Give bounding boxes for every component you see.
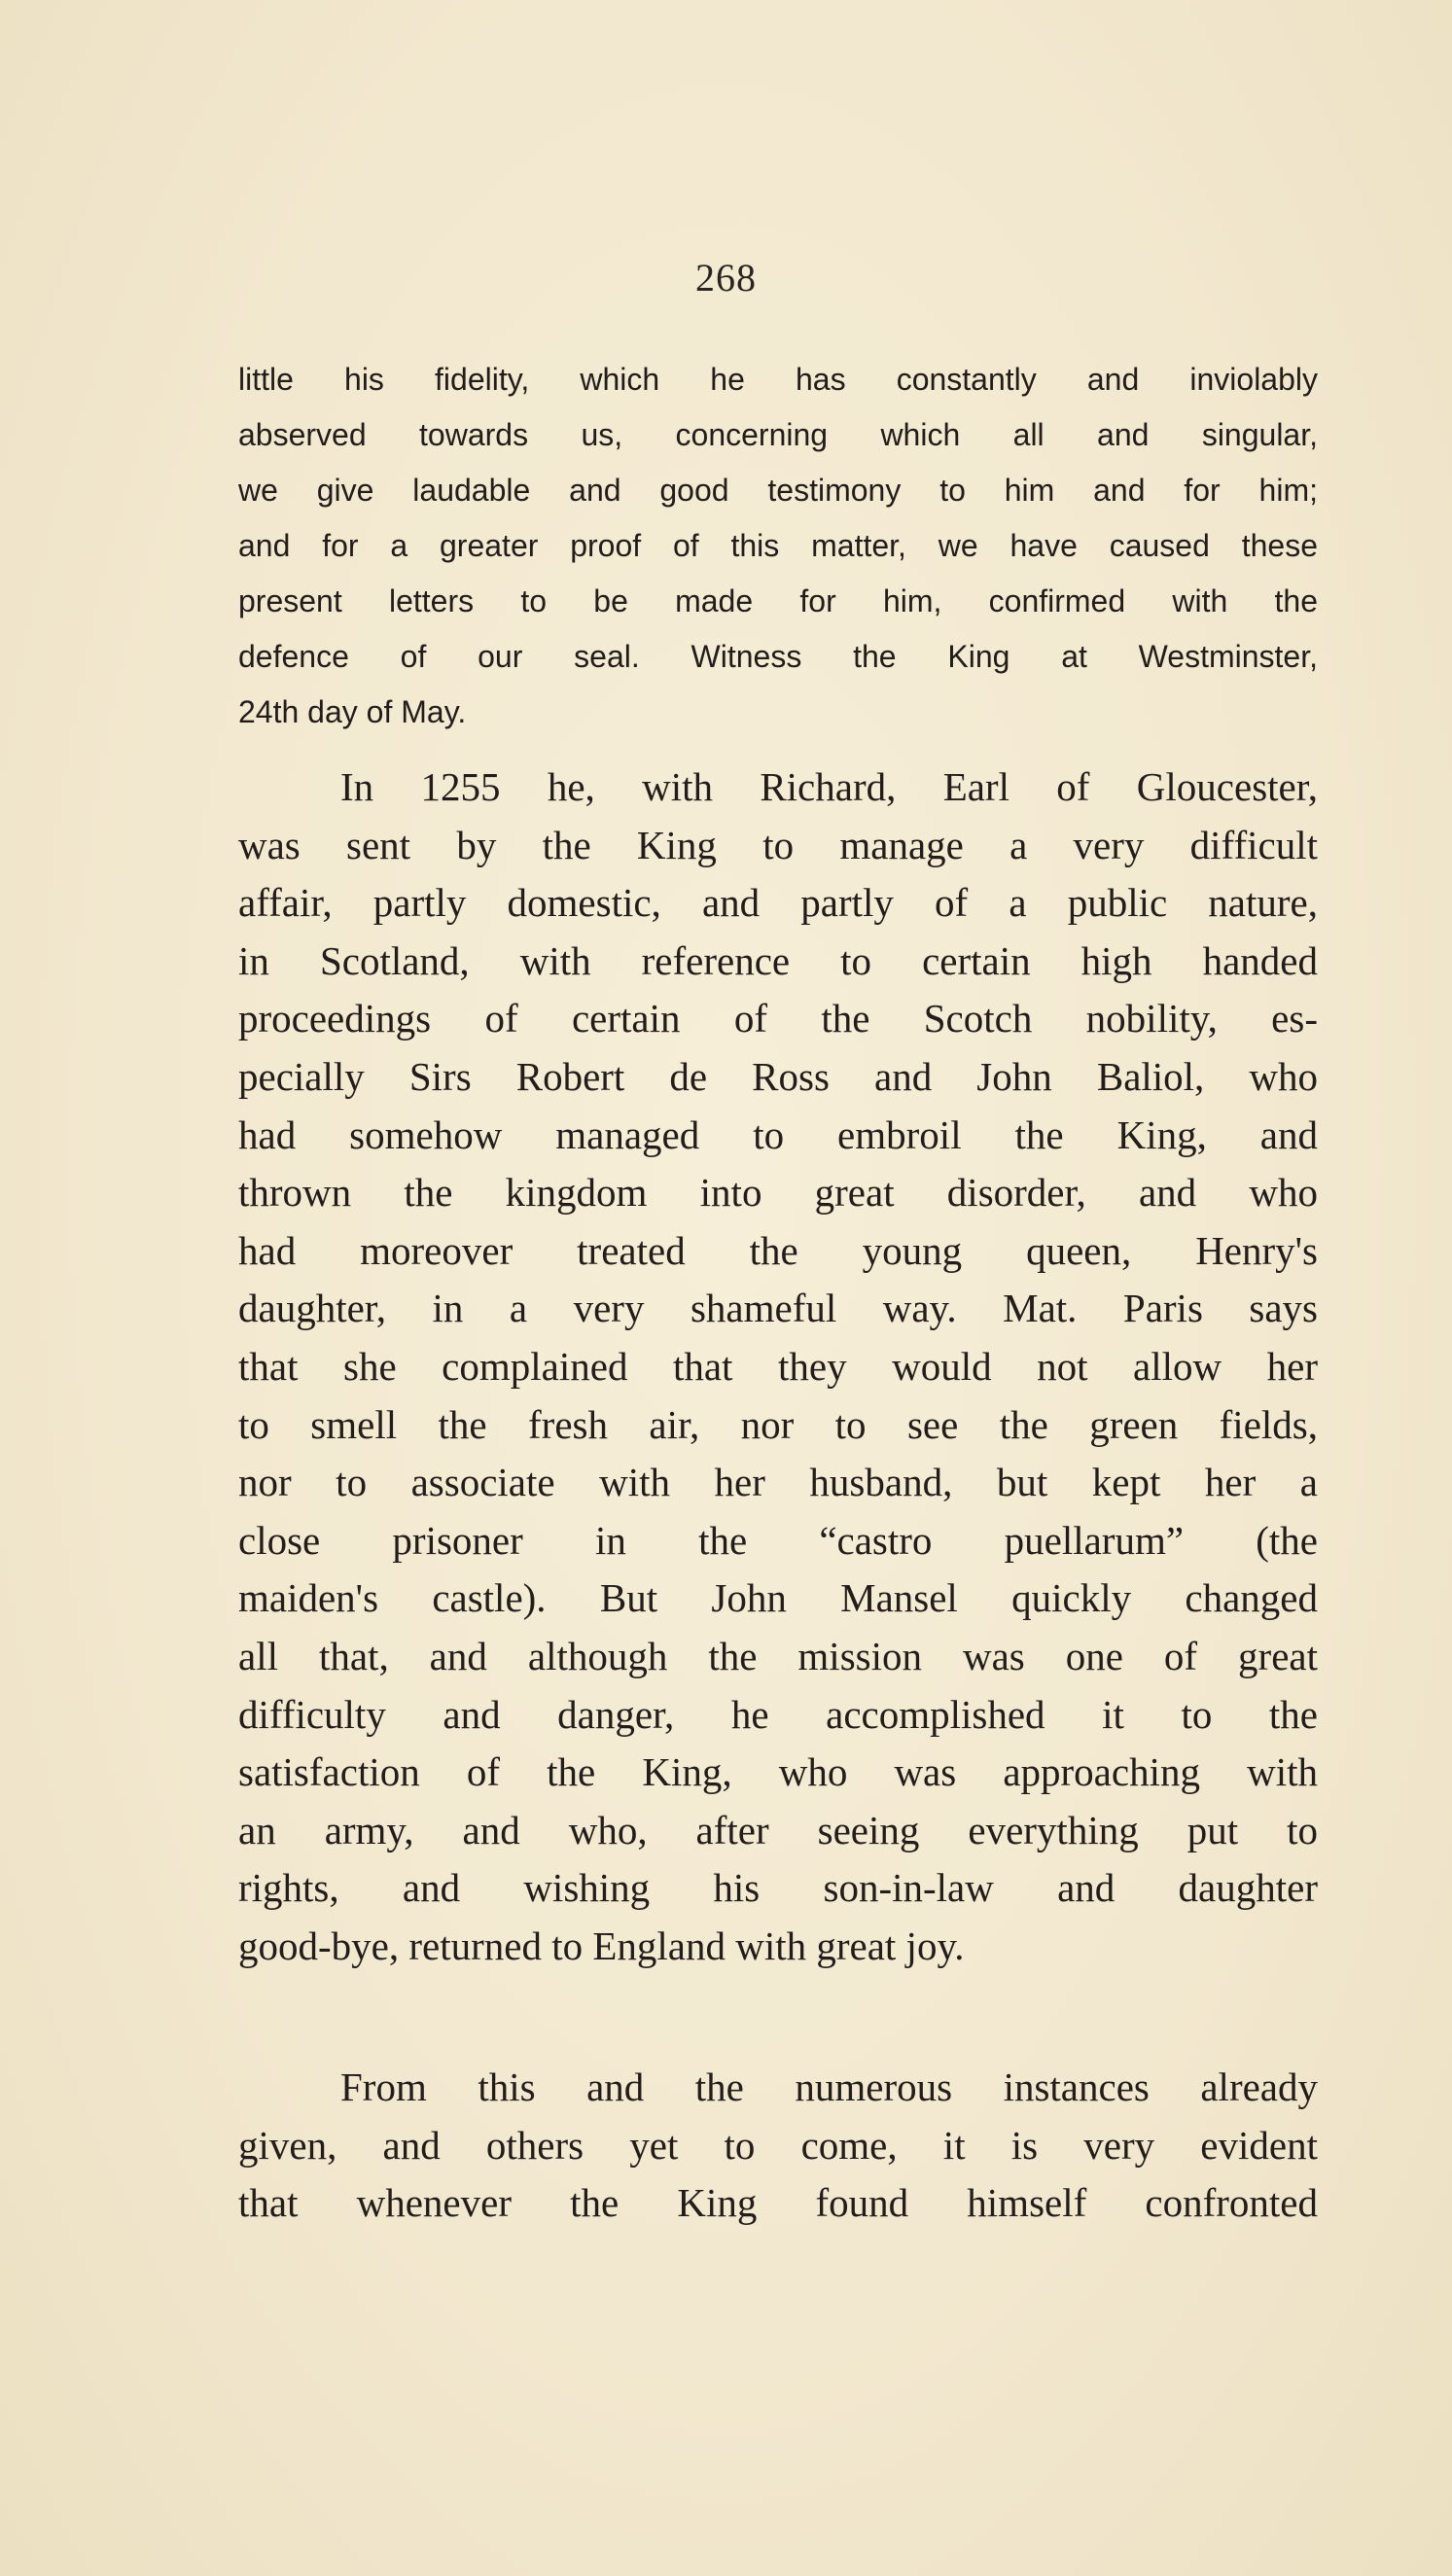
text-line: to smell the fresh air, nor to see the green fields, — [238, 1401, 1318, 1447]
text-line: defence of our seal. Witness the King at Westminster, — [238, 639, 1318, 674]
text-line: proceedings of certain of the Scotch nobility, es- — [238, 996, 1318, 1041]
letter-continuation — [238, 352, 1318, 740]
text-line: difficulty and danger, he accomplished it to the — [238, 1691, 1318, 1737]
text-line: little his fidelity, which he has constantly and inviolably — [238, 362, 1318, 397]
text-line: all that, and although the mission was one of great — [238, 1633, 1318, 1678]
text-line: was sent by the King to manage a very difficult — [238, 822, 1318, 867]
text-line: had somehow managed to embroil the King, and — [238, 1112, 1318, 1157]
text-line: pecially Sirs Robert de Ross and John Baliol, who — [238, 1053, 1318, 1099]
text-line: abserved towards us, concerning which all and singular, — [238, 417, 1318, 452]
text-line: close prisoner in the “castro puellarum” (the — [238, 1517, 1318, 1563]
text-line: that whenever the King found himself confronted — [238, 2180, 1318, 2226]
text-line: daughter, in a very shameful way. Mat. Paris says — [238, 1286, 1318, 1331]
text-line: an army, and who, after seeing everything put to — [238, 1807, 1318, 1853]
text-line: 24th day of May. — [238, 694, 467, 729]
text-line: and for a greater proof of this matter, we have caused these — [238, 528, 1318, 563]
text-line: thrown the kingdom into great disorder, and who — [238, 1170, 1318, 1216]
text-line: nor to associate with her husband, but kept her a — [238, 1460, 1318, 1505]
paragraph-2 — [238, 2059, 1318, 2233]
text-line: in Scotland, with reference to certain high handed — [238, 937, 1318, 983]
text-line: good-bye, returned to England with great joy. — [238, 1923, 965, 1968]
paragraph-1 — [238, 759, 1318, 1975]
text-line: satisfaction of the King, who was approaching with — [238, 1749, 1318, 1795]
page-number: 268 — [695, 256, 757, 300]
text-line: given, and others yet to come, it is very evident — [238, 2122, 1318, 2168]
text-line: In 1255 he, with Richard, Earl of Gloucester, — [340, 764, 1318, 809]
text-line: had moreover treated the young queen, Henry's — [238, 1227, 1318, 1273]
text-line: From this and the numerous instances already — [340, 2064, 1318, 2109]
text-line: present letters to be made for him, confirmed with the — [238, 583, 1318, 618]
text-line: that she complained that they would not allow her — [238, 1343, 1318, 1389]
text-line: rights, and wishing his son-in-law and daughter — [238, 1865, 1318, 1911]
text-line: affair, partly domestic, and partly of a public nature, — [238, 880, 1318, 926]
text-line: we give laudable and good testimony to him and for him; — [238, 473, 1318, 508]
text-line: maiden's castle). But John Mansel quickly changed — [238, 1575, 1318, 1621]
